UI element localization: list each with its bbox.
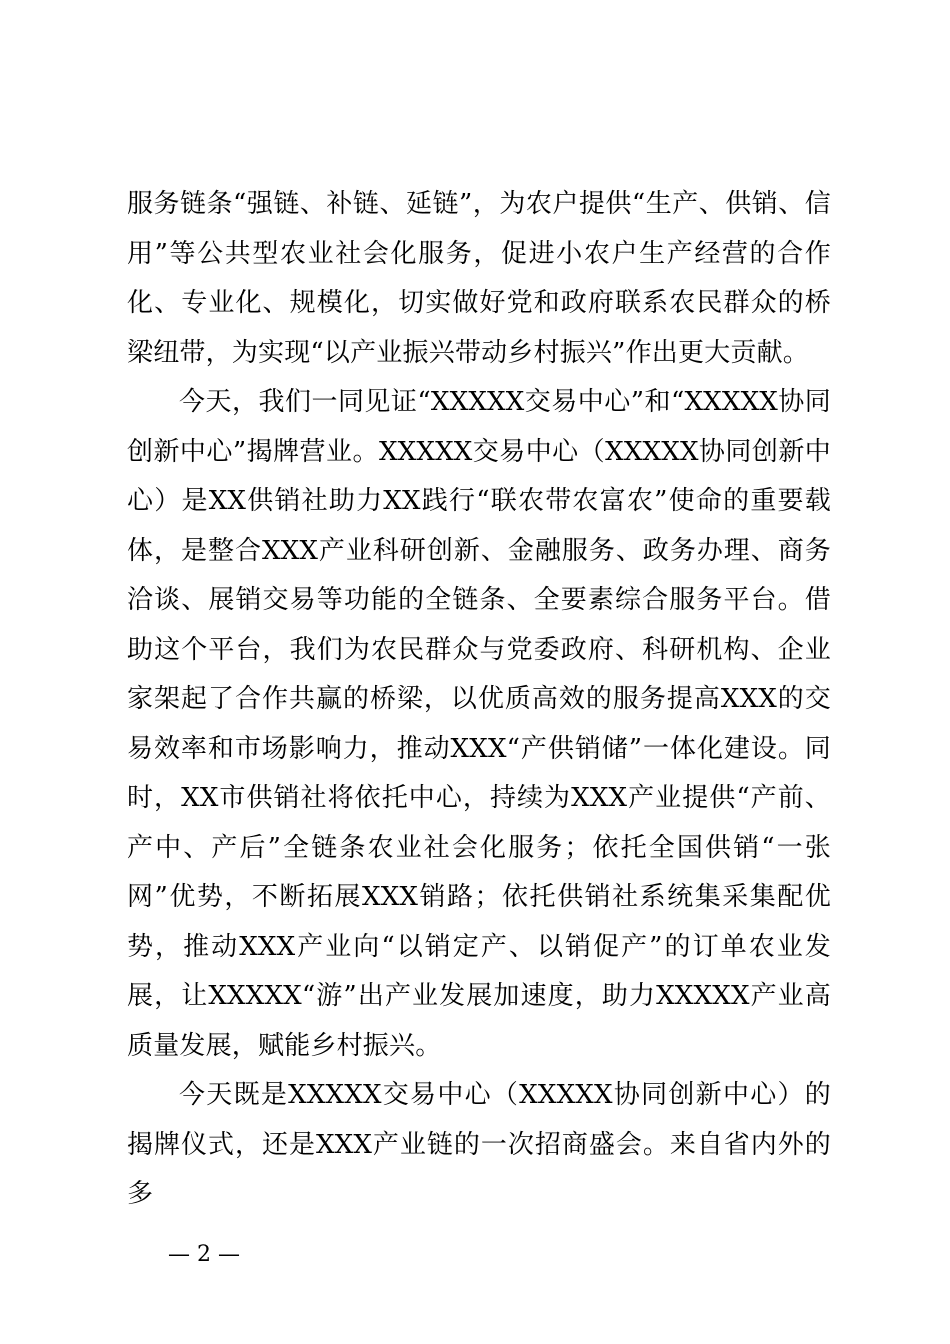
- paragraph-2: 今天，我们一同见证“XXXXX交易中心”和“XXXXX协同创新中心”揭牌营业。XXXXX交易中心（XXXXX协同创新中心）是XX供销社助力XX践行“联农带农富农”使命的重要载体，是整合XXX产业科研创新、金融服务、政务办理、商务洽谈、展销交易等功能的全链条、全要素综合服务平台。借助这个平台，我们为农民群众与党委政府、科研机构、企业家架起了合作共赢的桥梁，以优质高效的服务提高XXX的交易效率和市场影响力，推动XXX“产供销储”一体化建设。同时，XX市供销社将依托中心，持续为XXX产业提供“产前、产中、产后”全链条农业社会化服务；依托全国供销“一张网”优势，不断拓展XXX销路；依托供销社系统集采集配优势，推动XXX产业向“以销定产、以销促产”的订单农业发展，让XXXXX“游”出产业发展加速度，助力XXXXX产业高质量发展，赋能乡村振兴。: [127, 387, 831, 1061]
- paragraph-3: 今天既是XXXXX交易中心（XXXXX协同创新中心）的揭牌仪式，还是XXX产业链的一次招商盛会。来自省内外的多: [127, 1080, 831, 1209]
- paragraph-1: 服务链条“强链、补链、延链”，为农户提供“生产、供销、信用”等公共型农业社会化服务，促进小农户生产经营的合作化、专业化、规模化，切实做好党和政府联系农民群众的桥梁纽带，为实现“以产业振兴带动乡村振兴”作出更大贡献。: [127, 189, 831, 368]
- page-number: — 2 —: [168, 1242, 240, 1267]
- document-body: [127, 180, 831, 1220]
